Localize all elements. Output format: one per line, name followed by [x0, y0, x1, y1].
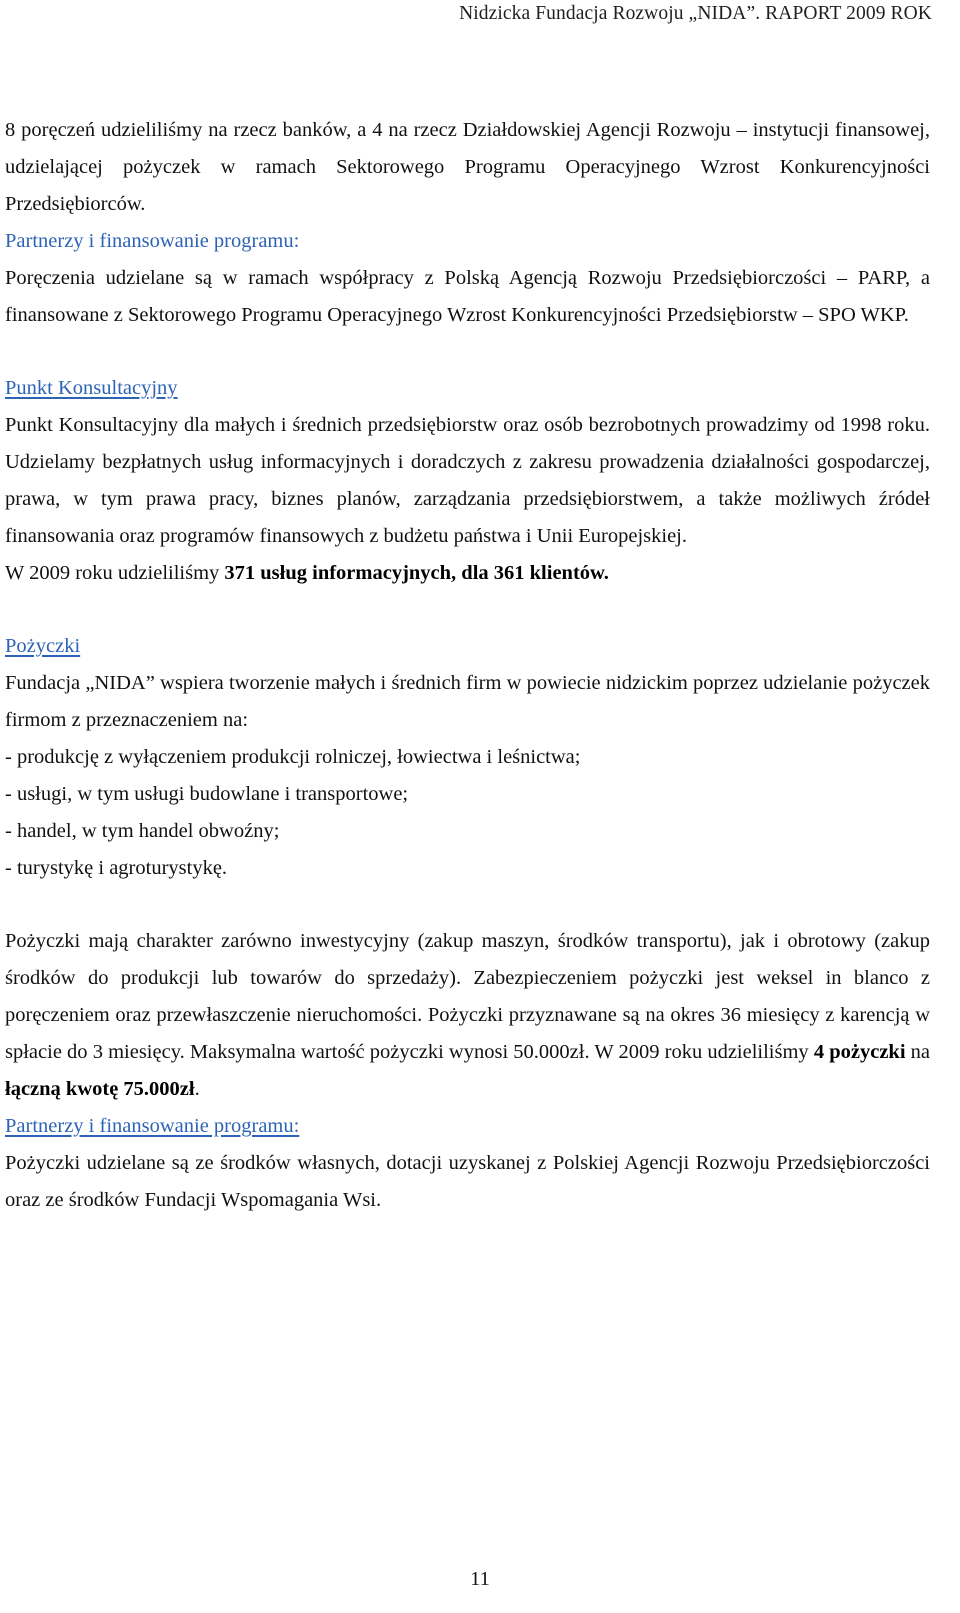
partners-paragraph-guarantees: Poręczenia udzielane są w ramach współpracy z Polską Agencją Rozwoju Przedsiębiorczości – PARP, a finansowane z Sektorowego Programu Operacyjnego Wzrost Konkurencyjności Przedsiębiorstw – SPO WKP. [5, 267, 930, 326]
intro-paragraph: 8 poręczeń udzieliliśmy na rzecz banków, a 4 na rzecz Działdowskiej Agencji Rozwoju – instytucji finansowej, udzielającej pożyczek w ramach Sektorowego Programu Operacyjnego Wzrost Konkurencyjności Przedsiębiorców. [5, 119, 930, 215]
partners-heading-loans: Partnerzy i finansowanie programu: [5, 1115, 300, 1137]
list-item: - produkcję z wyłączeniem produkcji rolniczej, łowiectwa i leśnictwa; [5, 746, 581, 768]
partners-paragraph-loans: Pożyczki udzielane są ze środków własnych, dotacji uzyskanej z Polskiej Agencji Rozwoju Przedsiębiorczości oraz ze środków Fundacji Wspomagania Wsi. [5, 1152, 930, 1211]
section-heading-loans: Pożyczki [5, 635, 81, 657]
list-item: - turystykę i agroturystykę. [5, 857, 228, 879]
loans-details-connector: na [905, 1041, 931, 1063]
consultation-result [5, 555, 930, 592]
section-heading-consultation: Punkt Konsultacyjny [5, 377, 178, 399]
spacer [5, 887, 930, 923]
running-header: Nidzicka Fundacja Rozwoju „NIDA”. RAPORT 2009 ROK [459, 3, 932, 24]
spacer [5, 334, 930, 370]
loans-amount-highlight: łączną kwotę 75.000zł [5, 1078, 195, 1100]
loans-details-text: Pożyczki mają charakter zarówno inwestycyjny (zakup maszyn, środków transportu), jak i obrotowy (zakup środków do produkcji lub towarów do sprzedaży). Zabezpieczeniem pożyczki jest weksel in blanco z poręczeniem oraz przewłaszczenie nieruchomości. Pożyczki przyznawane są na okres 36 miesięcy z karencją w spłacie do 3 miesięcy. Maksymalna wartość pożyczki wynosi 50.000zł. W 2009 roku udzieliliśmy [5, 930, 930, 1063]
consultation-result-text: W 2009 roku udzieliliśmy [5, 562, 225, 584]
list-item: - handel, w tym handel obwoźny; [5, 820, 280, 842]
spacer [5, 592, 930, 628]
consultation-paragraph: Punkt Konsultacyjny dla małych i średnich przedsiębiorstw oraz osób bezrobotnych prowadzimy od 1998 roku. Udzielamy bezpłatnych usług informacyjnych i doradczych z zakresu prowadzenia działalności gospodarczej, prawa, w tym prawa pracy, biznes planów, zarządzania przedsiębiorstwem, a także możliwych źródeł finansowania oraz programów finansowych z budżetu państwa i Unii Europejskiej. [5, 414, 930, 547]
loans-details-end: . [194, 1078, 200, 1100]
list-item: - usługi, w tym usługi budowlane i transportowe; [5, 783, 409, 805]
loans-count-highlight: 4 pożyczki [813, 1041, 906, 1063]
document-body [5, 112, 930, 1219]
consultation-result-highlight: 371 usług informacyjnych, dla 361 klientów. [224, 562, 609, 584]
loans-details-paragraph [5, 923, 930, 1108]
page-number: 11 [470, 1568, 490, 1590]
loans-intro-paragraph: Fundacja „NIDA” wspiera tworzenie małych i średnich firm w powiecie nidzickim poprzez udzielanie pożyczek firmom z przeznaczeniem na: [5, 672, 930, 731]
partners-heading-guarantees: Partnerzy i finansowanie programu: [5, 230, 300, 252]
